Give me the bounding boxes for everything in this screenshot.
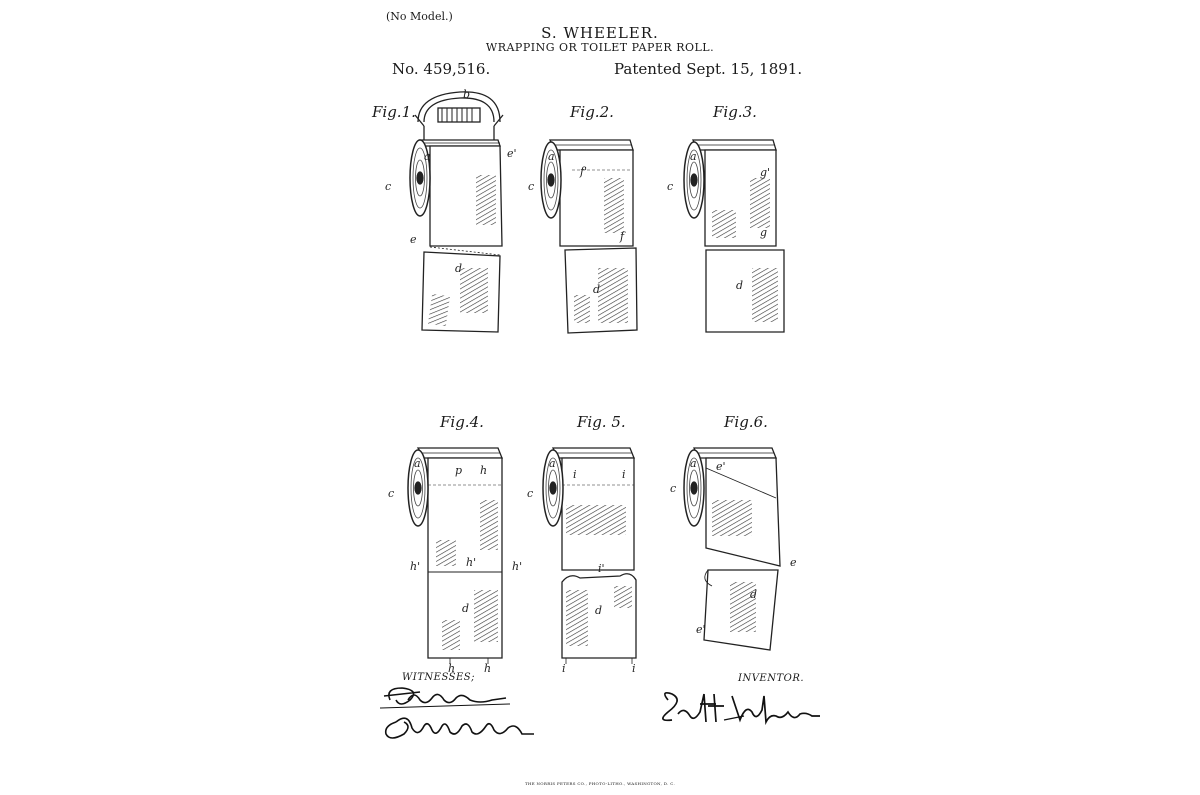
witnesses-label: WITNESSES; bbox=[402, 672, 475, 683]
no-model-note: (No Model.) bbox=[386, 10, 453, 23]
patent-date: Patented Sept. 15, 1891. bbox=[614, 60, 803, 78]
ref-i: i bbox=[632, 662, 636, 675]
ref-f: f bbox=[620, 230, 625, 243]
ref-d: d bbox=[595, 604, 603, 617]
ref-a: a bbox=[424, 150, 431, 163]
fig-5-label: Fig. 5. bbox=[577, 413, 626, 431]
ref-e-prime: e' bbox=[507, 147, 517, 160]
patent-number: No. 459,516. bbox=[392, 60, 491, 78]
ref-c: c bbox=[667, 180, 674, 193]
ref-c: c bbox=[670, 482, 677, 495]
ref-c: c bbox=[528, 180, 535, 193]
printer-credit: THE NORRIS PETERS CO., PHOTO-LITHO., WASHINGTON, D. C. bbox=[524, 781, 676, 786]
ref-a: a bbox=[549, 457, 556, 470]
figure-6 bbox=[684, 448, 780, 650]
fig-3-label: Fig.3. bbox=[713, 103, 757, 121]
ref-e: e bbox=[790, 556, 797, 569]
ref-h: h bbox=[484, 662, 492, 675]
ref-a: a bbox=[414, 457, 421, 470]
ref-h-prime: h' bbox=[466, 556, 477, 569]
ref-f-prime: f' bbox=[580, 165, 588, 178]
figure-4 bbox=[408, 448, 502, 664]
ref-d: d bbox=[593, 283, 601, 296]
ref-i-prime: i' bbox=[598, 562, 605, 575]
ref-d: d bbox=[462, 602, 470, 615]
ref-i: i bbox=[622, 468, 626, 481]
ref-p: p bbox=[455, 464, 463, 477]
ref-h: h bbox=[480, 464, 488, 477]
ref-c: c bbox=[385, 180, 392, 193]
ref-d: d bbox=[736, 279, 744, 292]
inventor-name: S. WHEELER. bbox=[541, 24, 659, 42]
figure-1 bbox=[410, 92, 503, 332]
ref-c: c bbox=[527, 487, 534, 500]
witness-signature-2 bbox=[386, 718, 534, 738]
ref-i: i bbox=[573, 468, 577, 481]
ref-g-prime: g' bbox=[760, 166, 771, 179]
ref-h-prime: h' bbox=[410, 560, 421, 573]
ref-e: e bbox=[410, 233, 417, 246]
fig-6-label: Fig.6. bbox=[724, 413, 768, 431]
inventor-label: INVENTOR. bbox=[738, 673, 805, 684]
ref-a: a bbox=[690, 150, 697, 163]
ref-c: c bbox=[388, 487, 395, 500]
ref-a: a bbox=[548, 150, 555, 163]
fig-2-label: Fig.2. bbox=[570, 103, 614, 121]
ref-d: d bbox=[455, 262, 463, 275]
fig-4-label: Fig.4. bbox=[440, 413, 484, 431]
ref-i: i bbox=[562, 662, 566, 675]
ref-h: h bbox=[448, 662, 456, 675]
ref-e-prime: e' bbox=[696, 623, 706, 636]
patent-title: WRAPPING OR TOILET PAPER ROLL. bbox=[485, 41, 715, 54]
ref-d: d bbox=[750, 588, 758, 601]
ref-h-prime: h' bbox=[512, 560, 523, 573]
witness-signature-1 bbox=[380, 688, 510, 708]
ref-g: g bbox=[760, 226, 768, 239]
ref-a: a bbox=[690, 457, 697, 470]
fig-1-label: Fig.1. bbox=[372, 103, 416, 121]
inventor-signature bbox=[663, 693, 820, 722]
ref-e-prime: e' bbox=[716, 460, 726, 473]
ref-b: b bbox=[463, 88, 471, 101]
